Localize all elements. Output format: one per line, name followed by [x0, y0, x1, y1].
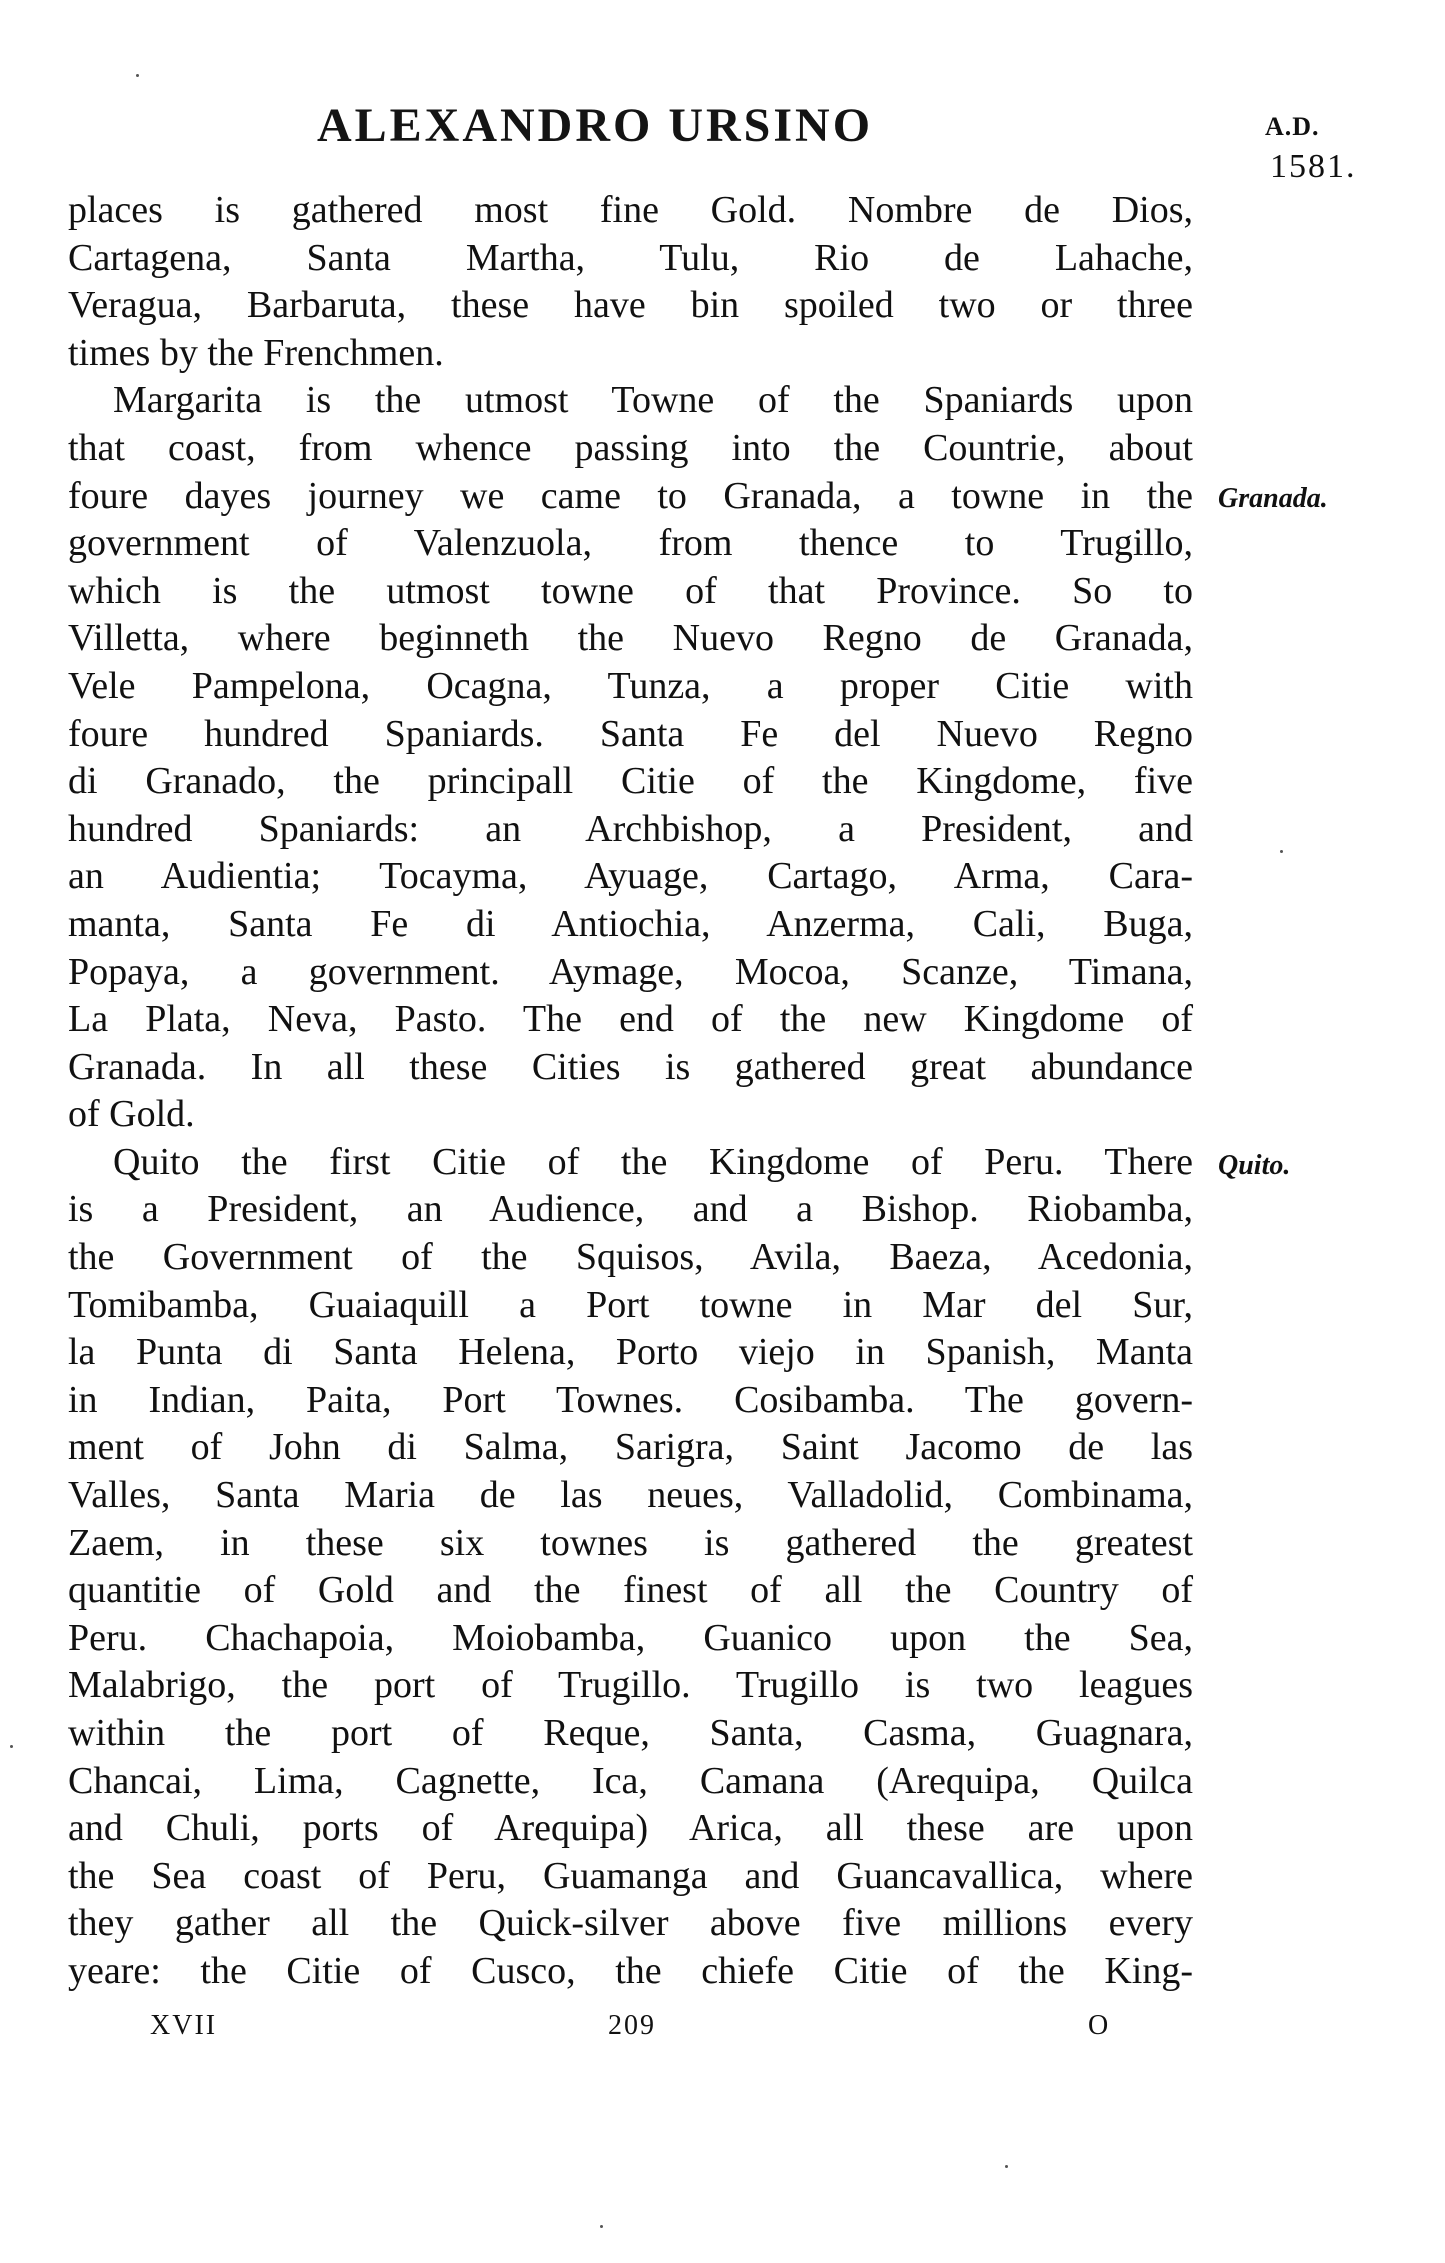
print-speck: [136, 74, 139, 77]
sidenote-granada: Granada.: [1218, 483, 1328, 514]
text-line: places is gathered most fine Gold. Nombre de Dios,: [68, 189, 1193, 231]
year: 1581.: [1270, 148, 1357, 185]
text-line: times by the Frenchmen.: [68, 331, 444, 374]
text-line: La Plata, Neva, Pasto. The end of the new Kingdome of: [68, 998, 1193, 1041]
print-speck: [600, 2225, 603, 2228]
text-line: Tomibamba, Guaiaquill a Port towne in Mar del Sur,: [68, 1283, 1193, 1326]
text-line: which is the utmost towne of that Province. So to: [68, 569, 1193, 612]
text-line: Granada. In all these Cities is gathered great abundance: [68, 1045, 1193, 1088]
text-line: quantitie of Gold and the finest of all the Country of: [68, 1569, 1193, 1612]
paragraph: [68, 1139, 1193, 1996]
page-number: 209: [608, 2010, 656, 2041]
text-line: Zaem, in these six townes is gathered the greatest: [68, 1521, 1193, 1564]
text-line: manta, Santa Fe di Antiochia, Anzerma, Cali, Buga,: [68, 902, 1193, 945]
text-line: Peru. Chachapoia, Moiobamba, Guanico upon the Sea,: [68, 1616, 1193, 1659]
text-line: la Punta di Santa Helena, Porto viejo in Spanish, Manta: [68, 1331, 1193, 1374]
body-text: [68, 187, 1193, 1996]
text-line: Vele Pampelona, Ocagna, Tunza, a proper Citie with: [68, 664, 1193, 707]
text-line: ment of John di Salma, Sarigra, Saint Jacomo de las: [68, 1426, 1193, 1469]
text-line: foure dayes journey we came to Granada, a towne in the: [68, 474, 1193, 517]
print-speck: [1280, 850, 1283, 853]
text-line: Villetta, where beginneth the Nuevo Regno de Granada,: [68, 617, 1193, 660]
text-line: within the port of Reque, Santa, Casma, Guagnara,: [68, 1712, 1193, 1754]
paragraph: [68, 377, 1193, 1139]
year-label: A.D.: [1265, 112, 1320, 141]
text-line: foure hundred Spaniards. Santa Fe del Nuevo Regno: [68, 712, 1193, 755]
text-line: yeare: the Citie of Cusco, the chiefe Citie of the King-: [68, 1949, 1193, 1992]
text-line: Cartagena, Santa Martha, Tulu, Rio de Lahache,: [68, 236, 1193, 279]
text-line: that coast, from whence passing into the Countrie, about: [68, 426, 1193, 469]
text-line: the Sea coast of Peru, Guamanga and Guancavallica, where: [68, 1854, 1193, 1897]
text-line: Margarita is the utmost Towne of the Spaniards upon: [113, 379, 1193, 422]
text-line: Valles, Santa Maria de las neues, Valladolid, Combinama,: [68, 1474, 1193, 1517]
signature-mark: O: [1088, 2010, 1111, 2041]
text-line: they gather all the Quick-silver above five millions every: [68, 1902, 1193, 1945]
text-line: Veragua, Barbaruta, these have bin spoiled two or three: [68, 284, 1193, 327]
text-line: government of Valenzuola, from thence to Trugillo,: [68, 522, 1193, 565]
text-line: in Indian, Paita, Port Townes. Cosibamba. The govern-: [68, 1378, 1193, 1421]
text-line: Malabrigo, the port of Trugillo. Trugillo is two leagues: [68, 1664, 1193, 1707]
text-line: Popaya, a government. Aymage, Mocoa, Scanze, Timana,: [68, 950, 1193, 993]
sidenote-quito: Quito.: [1218, 1150, 1291, 1181]
print-speck: [1005, 2165, 1008, 2168]
text-line: the Government of the Squisos, Avila, Baeza, Acedonia,: [68, 1236, 1193, 1279]
text-line: of Gold.: [68, 1093, 195, 1136]
text-line: Chancai, Lima, Cagnette, Ica, Camana (Arequipa, Quilca: [68, 1759, 1193, 1802]
running-title: ALEXANDRO URSINO: [316, 99, 874, 152]
text-line: hundred Spaniards: an Archbishop, a President, and: [68, 807, 1193, 850]
volume-number: XVII: [150, 2010, 218, 2041]
paragraph: [68, 187, 1193, 377]
text-line: Quito the first Citie of the Kingdome of Peru. There: [113, 1140, 1193, 1183]
text-line: is a President, an Audience, and a Bishop. Riobamba,: [68, 1188, 1193, 1231]
text-line: and Chuli, ports of Arequipa) Arica, all these are upon: [68, 1807, 1193, 1850]
text-line: an Audientia; Tocayma, Ayuage, Cartago, Arma, Cara-: [68, 855, 1193, 898]
print-speck: [10, 1745, 13, 1748]
text-line: di Granado, the principall Citie of the Kingdome, five: [68, 760, 1193, 803]
